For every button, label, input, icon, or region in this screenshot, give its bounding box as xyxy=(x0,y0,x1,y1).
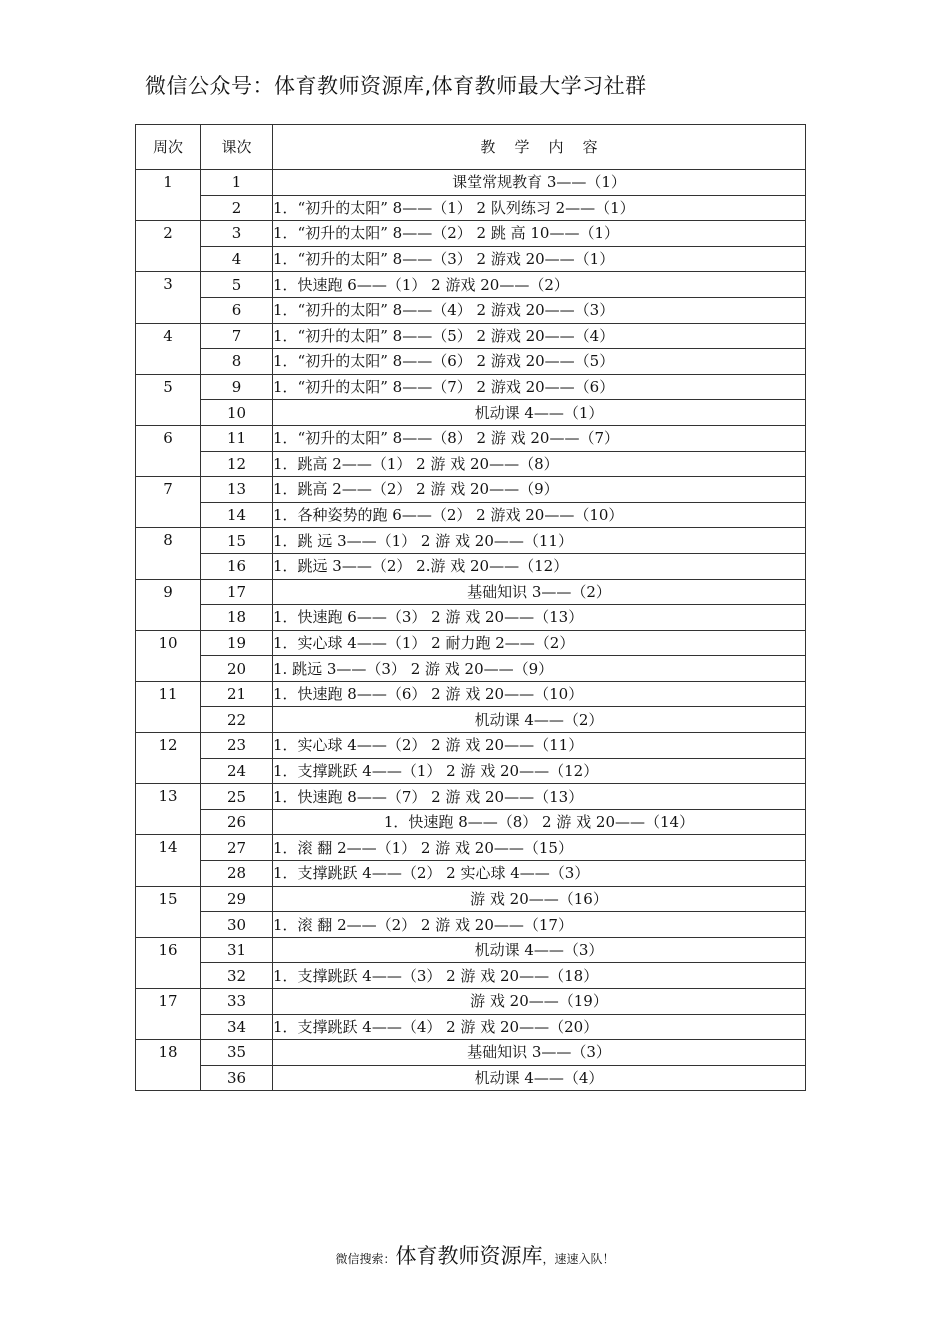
lesson-cell: 36 xyxy=(201,1065,273,1091)
lesson-cell: 29 xyxy=(201,886,273,912)
table-row xyxy=(136,835,806,861)
table-row xyxy=(136,861,806,887)
table-row xyxy=(136,656,806,682)
week-cell: 1 xyxy=(136,170,201,221)
week-cell: 10 xyxy=(136,630,201,681)
lesson-cell: 18 xyxy=(201,605,273,631)
content-cell: 1．“初升的太阳” 8——（6） 2 游戏 20——（5） xyxy=(273,349,806,375)
table-row xyxy=(136,221,806,247)
content-cell: 1．“初升的太阳” 8——（4） 2 游戏 20——（3） xyxy=(273,297,806,323)
week-cell: 15 xyxy=(136,886,201,937)
lesson-cell: 35 xyxy=(201,1040,273,1066)
lesson-cell: 34 xyxy=(201,1014,273,1040)
content-cell: 1．跳高 2——（1） 2 游 戏 20——（8） xyxy=(273,451,806,477)
content-cell: 1. 跳远 3——（3） 2 游 戏 20——（9） xyxy=(273,656,806,682)
table-row xyxy=(136,477,806,503)
content-cell: 机动课 4——（2） xyxy=(273,707,806,733)
lesson-cell: 12 xyxy=(201,451,273,477)
content-cell: 游 戏 20——（16） xyxy=(273,886,806,912)
content-cell: 1．快速跑 8——（8） 2 游 戏 20——（14） xyxy=(273,809,806,835)
content-cell: 课堂常规教育 3——（1） xyxy=(273,170,806,196)
lesson-cell: 16 xyxy=(201,553,273,579)
lesson-cell: 8 xyxy=(201,349,273,375)
lesson-cell: 6 xyxy=(201,297,273,323)
footer-main: 体育教师资源库 xyxy=(395,1244,543,1268)
table-row xyxy=(136,1014,806,1040)
content-cell: 机动课 4——（1） xyxy=(273,400,806,426)
table-row xyxy=(136,681,806,707)
content-cell: 基础知识 3——（3） xyxy=(273,1040,806,1066)
page-header: 微信公众号：体育教师资源库,体育教师最大学习社群 xyxy=(145,74,647,98)
lesson-cell: 2 xyxy=(201,195,273,221)
table-row xyxy=(136,400,806,426)
lesson-cell: 19 xyxy=(201,630,273,656)
content-cell: 1．跳远 3——（2） 2.游 戏 20——（12） xyxy=(273,553,806,579)
content-cell: 游 戏 20——（19） xyxy=(273,989,806,1015)
lesson-cell: 33 xyxy=(201,989,273,1015)
week-column-header: 周次 xyxy=(136,125,201,170)
lesson-cell: 11 xyxy=(201,425,273,451)
table-row xyxy=(136,323,806,349)
week-cell: 7 xyxy=(136,477,201,528)
content-column-header: 教 学 内 容 xyxy=(273,125,806,170)
content-cell: 1．实心球 4——（2） 2 游 戏 20——（11） xyxy=(273,733,806,759)
lesson-cell: 22 xyxy=(201,707,273,733)
table-row xyxy=(136,989,806,1015)
week-cell: 14 xyxy=(136,835,201,886)
table-row xyxy=(136,937,806,963)
content-cell: 1．支撑跳跃 4——（4） 2 游 戏 20——（20） xyxy=(273,1014,806,1040)
content-cell: 基础知识 3——（2） xyxy=(273,579,806,605)
lesson-cell: 1 xyxy=(201,170,273,196)
content-cell: 1．“初升的太阳” 8——（2） 2 跳 高 10——（1） xyxy=(273,221,806,247)
content-cell: 机动课 4——（3） xyxy=(273,937,806,963)
lesson-cell: 21 xyxy=(201,681,273,707)
content-cell: 1．“初升的太阳” 8——（5） 2 游戏 20——（4） xyxy=(273,323,806,349)
week-cell: 12 xyxy=(136,733,201,784)
lesson-cell: 15 xyxy=(201,528,273,554)
content-cell: 机动课 4——（4） xyxy=(273,1065,806,1091)
table-row xyxy=(136,272,806,298)
lesson-cell: 31 xyxy=(201,937,273,963)
lesson-cell: 9 xyxy=(201,374,273,400)
week-cell: 13 xyxy=(136,784,201,835)
week-cell: 11 xyxy=(136,681,201,732)
table-row xyxy=(136,758,806,784)
lesson-cell: 23 xyxy=(201,733,273,759)
week-cell: 8 xyxy=(136,528,201,579)
lesson-cell: 13 xyxy=(201,477,273,503)
content-cell: 1．快速跑 8——（7） 2 游 戏 20——（13） xyxy=(273,784,806,810)
table-row xyxy=(136,1065,806,1091)
table-row xyxy=(136,374,806,400)
week-cell: 2 xyxy=(136,221,201,272)
week-cell: 17 xyxy=(136,989,201,1040)
table-row xyxy=(136,809,806,835)
week-cell: 5 xyxy=(136,374,201,425)
table-row xyxy=(136,297,806,323)
lesson-cell: 27 xyxy=(201,835,273,861)
content-cell: 1．“初升的太阳” 8——（3） 2 游戏 20——（1） xyxy=(273,246,806,272)
week-cell: 18 xyxy=(136,1040,201,1091)
table-row xyxy=(136,630,806,656)
content-cell: 1．“初升的太阳” 8——（1） 2 队列练习 2——（1） xyxy=(273,195,806,221)
table-row xyxy=(136,733,806,759)
lesson-cell: 28 xyxy=(201,861,273,887)
table-row xyxy=(136,886,806,912)
content-cell: 1．支撑跳跃 4——（1） 2 游 戏 20——（12） xyxy=(273,758,806,784)
content-cell: 1．实心球 4——（1） 2 耐力跑 2——（2） xyxy=(273,630,806,656)
week-cell: 6 xyxy=(136,425,201,476)
table-row xyxy=(136,528,806,554)
week-cell: 16 xyxy=(136,937,201,988)
lesson-column-header: 课次 xyxy=(201,125,273,170)
table-row xyxy=(136,451,806,477)
table-row xyxy=(136,579,806,605)
lesson-cell: 30 xyxy=(201,912,273,938)
lesson-cell: 4 xyxy=(201,246,273,272)
table-row xyxy=(136,912,806,938)
content-cell: 1．跳 远 3——（1） 2 游 戏 20——（11） xyxy=(273,528,806,554)
table-row xyxy=(136,349,806,375)
table-row xyxy=(136,425,806,451)
table-row xyxy=(136,195,806,221)
page-footer xyxy=(0,1240,950,1270)
lesson-cell: 5 xyxy=(201,272,273,298)
week-cell: 9 xyxy=(136,579,201,630)
table-row xyxy=(136,707,806,733)
schedule-table xyxy=(135,124,806,1091)
content-cell: 1．滚 翻 2——（2） 2 游 戏 20——（17） xyxy=(273,912,806,938)
table-row xyxy=(136,963,806,989)
table-row xyxy=(136,502,806,528)
content-cell: 1．支撑跳跃 4——（2） 2 实心球 4——（3） xyxy=(273,861,806,887)
lesson-cell: 32 xyxy=(201,963,273,989)
content-cell: 1．各种姿势的跑 6——（2） 2 游戏 20——（10） xyxy=(273,502,806,528)
lesson-cell: 20 xyxy=(201,656,273,682)
content-cell: 1．跳高 2——（2） 2 游 戏 20——（9） xyxy=(273,477,806,503)
table-row xyxy=(136,784,806,810)
lesson-cell: 17 xyxy=(201,579,273,605)
content-cell: 1．滚 翻 2——（1） 2 游 戏 20——（15） xyxy=(273,835,806,861)
lesson-cell: 7 xyxy=(201,323,273,349)
week-cell: 4 xyxy=(136,323,201,374)
content-cell: 1．快速跑 8——（6） 2 游 戏 20——（10） xyxy=(273,681,806,707)
table-row xyxy=(136,605,806,631)
table-row xyxy=(136,170,806,196)
content-cell: 1．“初升的太阳” 8——（7） 2 游戏 20——（6） xyxy=(273,374,806,400)
lesson-cell: 25 xyxy=(201,784,273,810)
content-cell: 1．快速跑 6——（3） 2 游 戏 20——（13） xyxy=(273,605,806,631)
content-cell: 1．快速跑 6——（1） 2 游戏 20——（2） xyxy=(273,272,806,298)
table-row xyxy=(136,1040,806,1066)
table-row xyxy=(136,246,806,272)
content-cell: 1．支撑跳跃 4——（3） 2 游 戏 20——（18） xyxy=(273,963,806,989)
table-row xyxy=(136,553,806,579)
week-cell: 3 xyxy=(136,272,201,323)
lesson-cell: 26 xyxy=(201,809,273,835)
lesson-cell: 3 xyxy=(201,221,273,247)
content-cell: 1．“初升的太阳” 8——（8） 2 游 戏 20——（7） xyxy=(273,425,806,451)
footer-prefix: 微信搜索： xyxy=(335,1252,396,1266)
lesson-cell: 14 xyxy=(201,502,273,528)
footer-suffix: ，速速入队！ xyxy=(542,1252,615,1266)
header-row xyxy=(136,125,806,170)
lesson-cell: 24 xyxy=(201,758,273,784)
lesson-cell: 10 xyxy=(201,400,273,426)
schedule-body xyxy=(136,170,806,1091)
